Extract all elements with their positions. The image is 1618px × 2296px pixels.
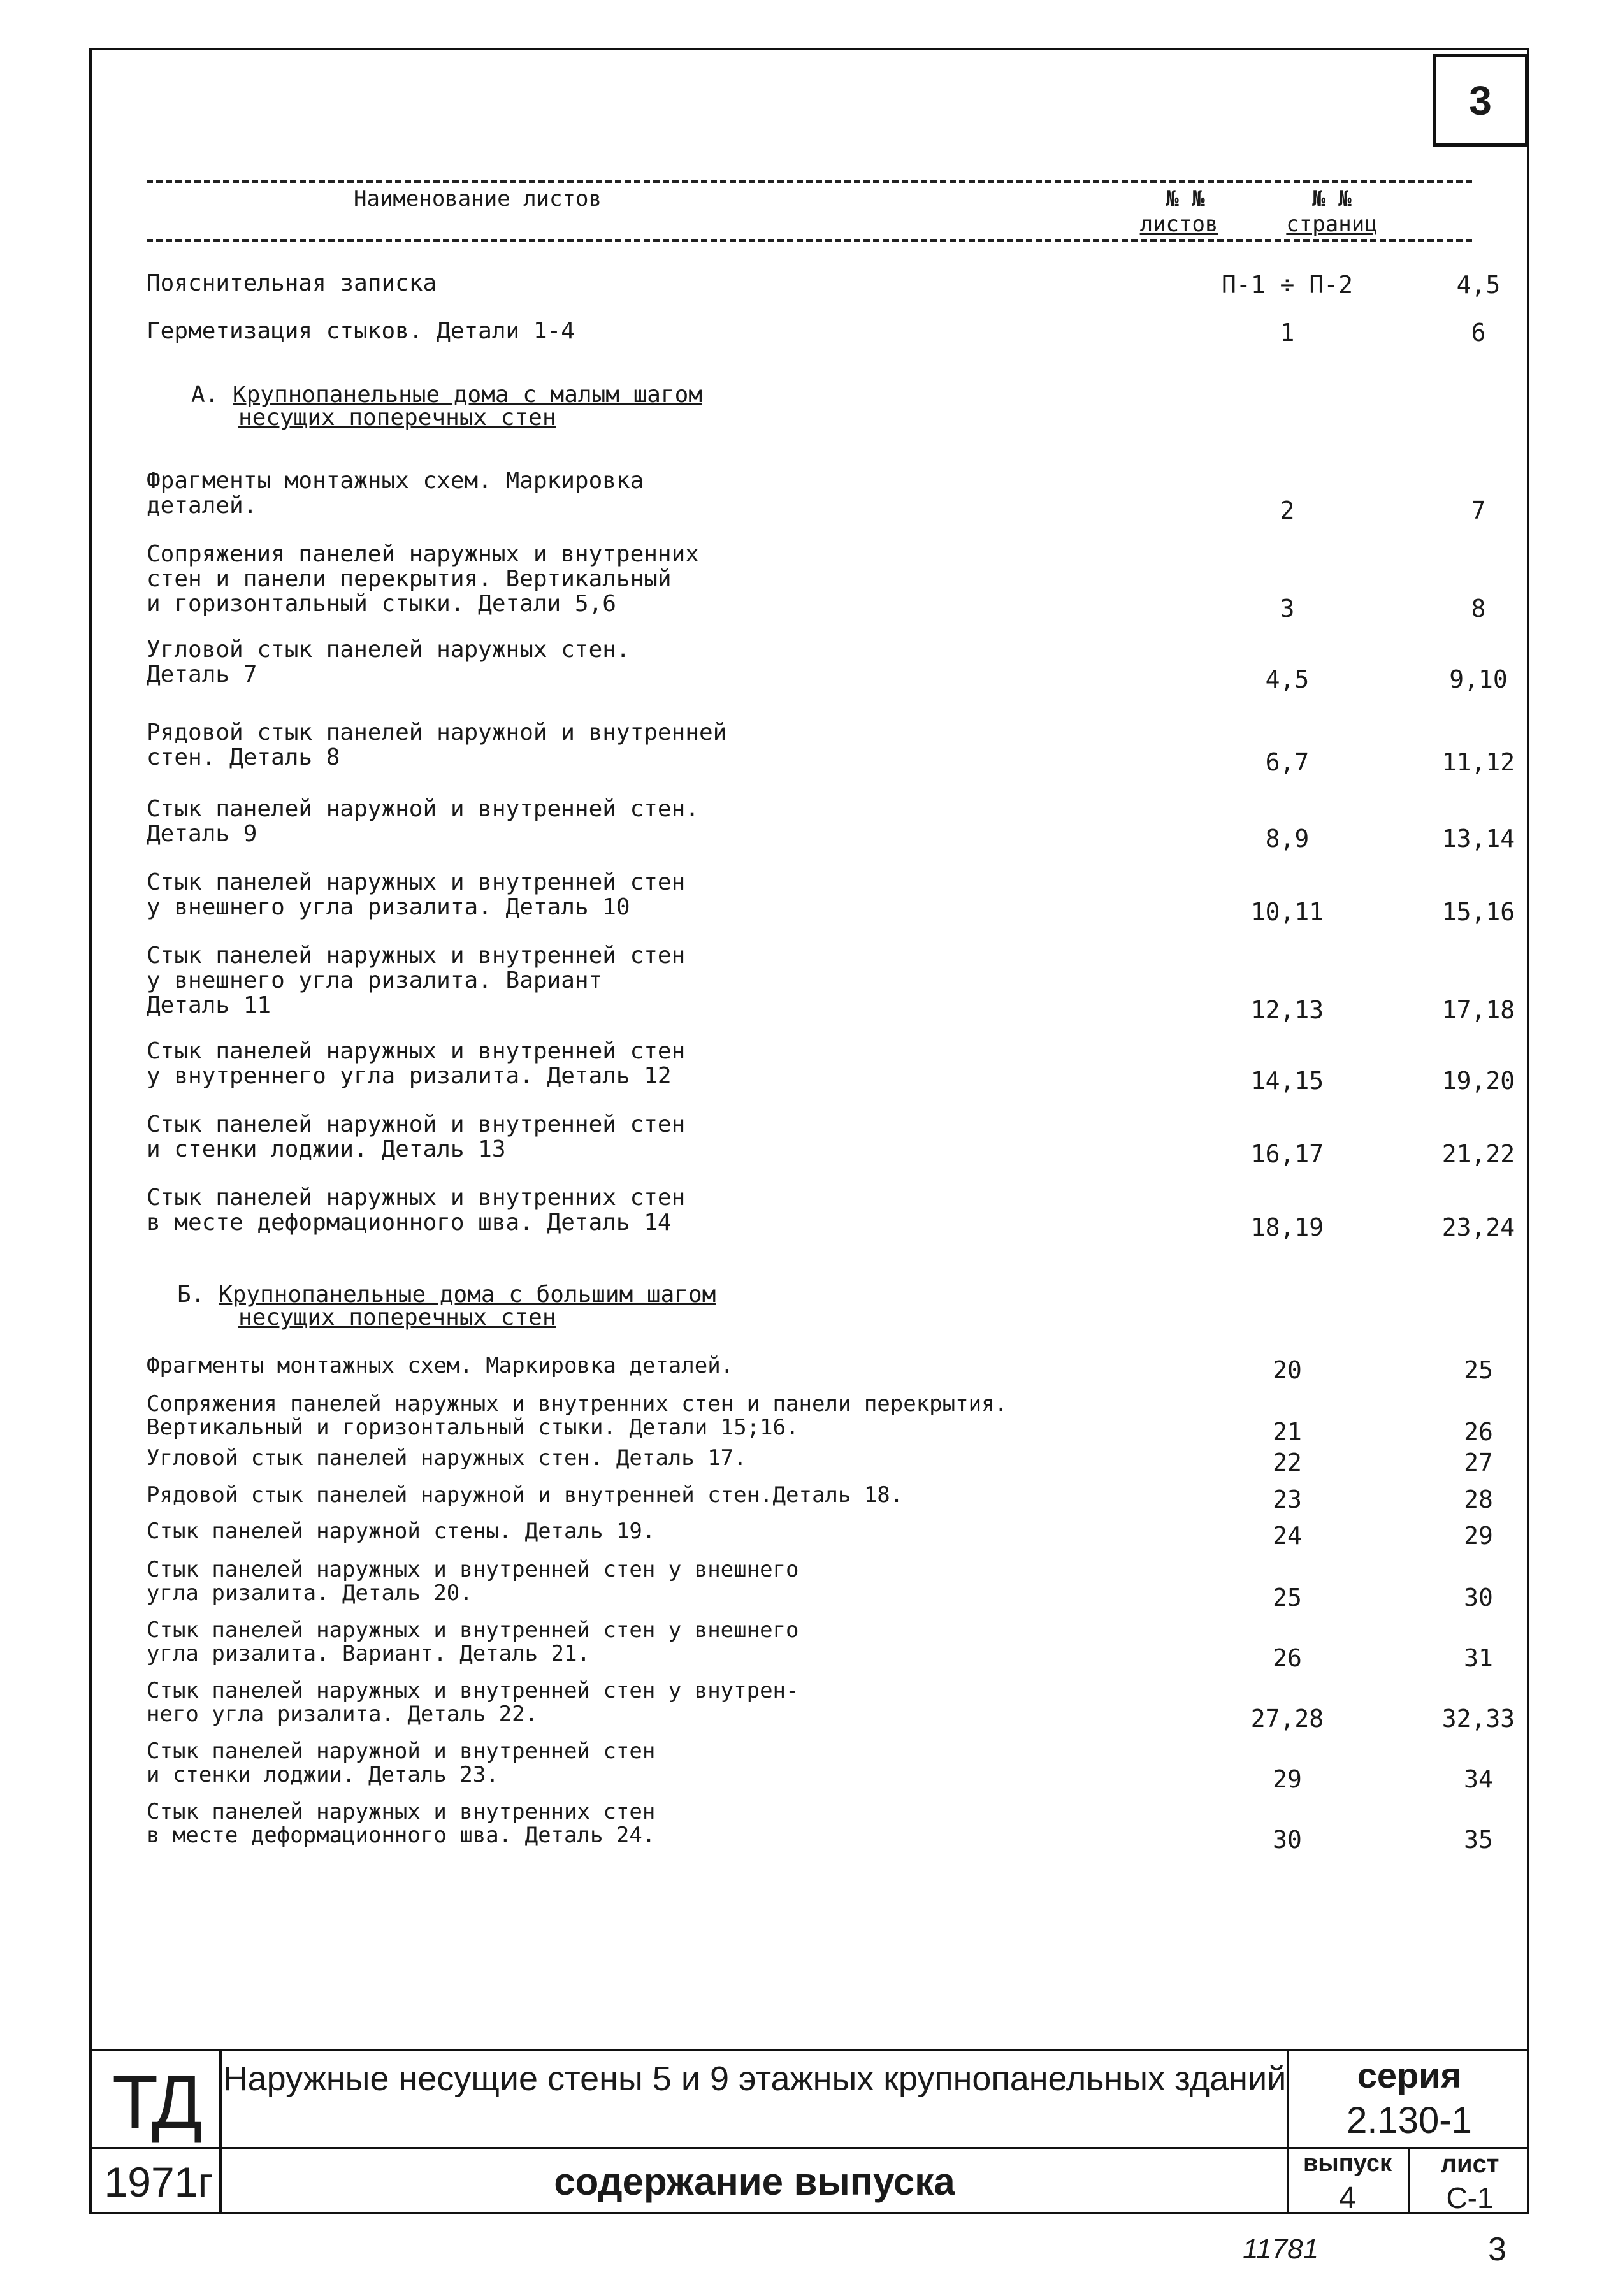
- page-numbers: 34: [1464, 1765, 1493, 1793]
- sheet-numbers: 30: [1273, 1826, 1302, 1854]
- page-numbers: 21,22: [1441, 1140, 1515, 1168]
- sheet-numbers: 24: [1273, 1522, 1302, 1550]
- sheet-numbers: 27,28: [1250, 1705, 1324, 1733]
- sheet-title: Стык панелей наружных и внутренней стен у внешнего угла ризалита. Вариант. Деталь 21.: [147, 1617, 799, 1666]
- page-numbers: 8: [1471, 595, 1486, 623]
- title-block-divider: [1408, 2147, 1410, 2212]
- sheet-title: Сопряжения панелей наружных и внутренних стен и панели перекрытия. Вертикальный и горизонтальный стыки. Детали 15;16.: [147, 1391, 1008, 1440]
- page-numbers: 28: [1464, 1485, 1493, 1513]
- sheet-numbers: 18,19: [1250, 1213, 1324, 1241]
- document-title: Наружные несущие стены 5 и 9 этажных крупнопанельных зданий: [222, 2060, 1287, 2098]
- archive-code: 11781: [1243, 2234, 1319, 2265]
- sheet-numbers: 6,7: [1265, 748, 1310, 776]
- header-bottom-divider: [147, 239, 1472, 242]
- sheet-title: Стык панелей наружных и внутренних стен в месте деформационного шва. Деталь 14: [147, 1185, 686, 1236]
- section-a-title-line2: несущих поперечных стен: [238, 405, 556, 431]
- sheet-numbers: 22: [1273, 1448, 1302, 1477]
- page-numbers: 13,14: [1441, 825, 1515, 853]
- sheet-title: Рядовой стык панелей наружной и внутренней стен.Деталь 18.: [147, 1482, 904, 1508]
- sheet-numbers: 1: [1280, 319, 1295, 347]
- sheet-title: Фрагменты монтажных схем. Маркировка деталей.: [147, 1353, 734, 1378]
- section-a-heading-cont: [238, 405, 556, 431]
- sheet-number-box: 3: [1433, 54, 1528, 147]
- sheet-numbers: 21: [1273, 1418, 1302, 1446]
- header-top-divider: [147, 180, 1472, 183]
- sheet-numbers: 10,11: [1250, 898, 1324, 926]
- td-logo: ТД: [112, 2060, 199, 2144]
- section-b-heading-cont: [238, 1305, 556, 1331]
- page-numbers: 29: [1464, 1522, 1493, 1550]
- sheet-numbers: 20: [1273, 1356, 1302, 1384]
- header-pages-line2: страниц: [1286, 212, 1378, 237]
- sheet-title: Угловой стык панелей наружных стен. Деталь 17.: [147, 1445, 747, 1471]
- sheet-title: Стык панелей наружных и внутренней стен у внутрен- него угла ризалита. Деталь 22.: [147, 1678, 799, 1727]
- title-block: [89, 2049, 1529, 2214]
- page-numbers: 32,33: [1441, 1705, 1515, 1733]
- sheet-title: Стык панелей наружной стены. Деталь 19.: [147, 1519, 656, 1544]
- sheet-numbers: 12,13: [1250, 996, 1324, 1024]
- sheet-title: Стык панелей наружных и внутренних стен в месте деформационного шва. Деталь 24.: [147, 1799, 656, 1848]
- page-numbers: 26: [1464, 1418, 1493, 1446]
- section-a-heading: [191, 382, 702, 408]
- sheet-title: Стык панелей наружных и внутренней стен у внешнего угла ризалита. Вариант Деталь 11: [147, 942, 686, 1018]
- sheet-numbers: 23: [1273, 1485, 1302, 1513]
- page-numbers: 9,10: [1449, 665, 1508, 693]
- document-subtitle: содержание выпуска: [554, 2160, 955, 2203]
- header-sheets-line2: листов: [1139, 212, 1218, 237]
- sheet-title: Стык панелей наружной и внутренней стен и стенки лоджии. Деталь 13: [147, 1111, 686, 1162]
- sheet-numbers: 8,9: [1265, 825, 1310, 853]
- sheet-title: Стык панелей наружных и внутренней стен у внутреннего угла ризалита. Деталь 12: [147, 1038, 686, 1089]
- section-b-title-line1: Крупнопанельные дома с большим шагом: [219, 1282, 716, 1308]
- section-a-title-line1: Крупнопанельные дома с малым шагом: [233, 382, 702, 408]
- page-numbers: 11,12: [1441, 748, 1515, 776]
- page-number: 3: [1488, 2231, 1506, 2268]
- page-numbers: 7: [1471, 496, 1486, 524]
- sheet-numbers: 3: [1280, 595, 1295, 623]
- header-name-column: Наименование листов: [354, 186, 602, 212]
- vypusk-value: 4: [1339, 2181, 1356, 2215]
- page-numbers: 30: [1464, 1584, 1493, 1612]
- sheet-numbers: 29: [1273, 1765, 1302, 1793]
- sheet-title: Стык панелей наружной и внутренней стен. Деталь 9: [147, 796, 699, 847]
- section-a-prefix: А.: [191, 382, 219, 408]
- page-numbers: 6: [1471, 319, 1486, 347]
- sheet-title: Рядовой стык панелей наружной и внутренней стен. Деталь 8: [147, 719, 727, 770]
- list-value: С-1: [1446, 2181, 1494, 2214]
- page-numbers: 35: [1464, 1826, 1493, 1854]
- page-numbers: 4,5: [1456, 271, 1501, 299]
- section-b-title-line2: несущих поперечных стен: [238, 1304, 556, 1331]
- page-numbers: 25: [1464, 1356, 1493, 1384]
- section-b-prefix: Б.: [177, 1282, 205, 1308]
- page-numbers: 23,24: [1441, 1213, 1515, 1241]
- sheet-title: Стык панелей наружной и внутренней стен и стенки лоджии. Деталь 23.: [147, 1738, 656, 1787]
- header-sheets-line1: № №: [1166, 186, 1205, 212]
- title-block-divider: [219, 2051, 222, 2212]
- page-numbers: 27: [1464, 1448, 1493, 1477]
- title-block-divider: [92, 2147, 1527, 2149]
- sheet-numbers: 4,5: [1265, 665, 1310, 693]
- page-numbers: 31: [1464, 1644, 1493, 1672]
- sheet-title: Сопряжения панелей наружных и внутренних стен и панели перекрытия. Вертикальный и горизонтальный стыки. Детали 5,6: [147, 541, 699, 617]
- header-pages-line1: № №: [1312, 186, 1352, 212]
- page-numbers: 15,16: [1441, 898, 1515, 926]
- sheet-numbers: 14,15: [1250, 1067, 1324, 1095]
- sheet-numbers: 16,17: [1250, 1140, 1324, 1168]
- section-b-heading: [177, 1282, 716, 1308]
- page-numbers: 17,18: [1441, 996, 1515, 1024]
- page-numbers: 19,20: [1441, 1067, 1515, 1095]
- year: 1971г: [104, 2158, 213, 2206]
- sheet-numbers: 26: [1273, 1644, 1302, 1672]
- seria-label: серия: [1357, 2055, 1462, 2095]
- seria-value: 2.130-1: [1347, 2100, 1472, 2141]
- sheet-title: Пояснительная записка: [147, 270, 437, 296]
- list-label: лист: [1440, 2150, 1499, 2178]
- sheet-title: Стык панелей наружных и внутренней стен у внешнего угла ризалита. Деталь 10: [147, 869, 686, 920]
- sheet-title: Стык панелей наружных и внутренней стен у внешнего угла ризалита. Деталь 20.: [147, 1557, 799, 1606]
- sheet-numbers: 2: [1280, 496, 1295, 524]
- sheet-title: Герметизация стыков. Детали 1-4: [147, 318, 575, 344]
- sheet-title: Угловой стык панелей наружных стен. Деталь 7: [147, 637, 630, 688]
- sheet-title: Фрагменты монтажных схем. Маркировка деталей.: [147, 468, 644, 519]
- sheet-numbers: 25: [1273, 1584, 1302, 1612]
- sheet-numbers: П-1 ÷ П-2: [1222, 271, 1353, 299]
- vypusk-label: выпуск: [1303, 2150, 1392, 2177]
